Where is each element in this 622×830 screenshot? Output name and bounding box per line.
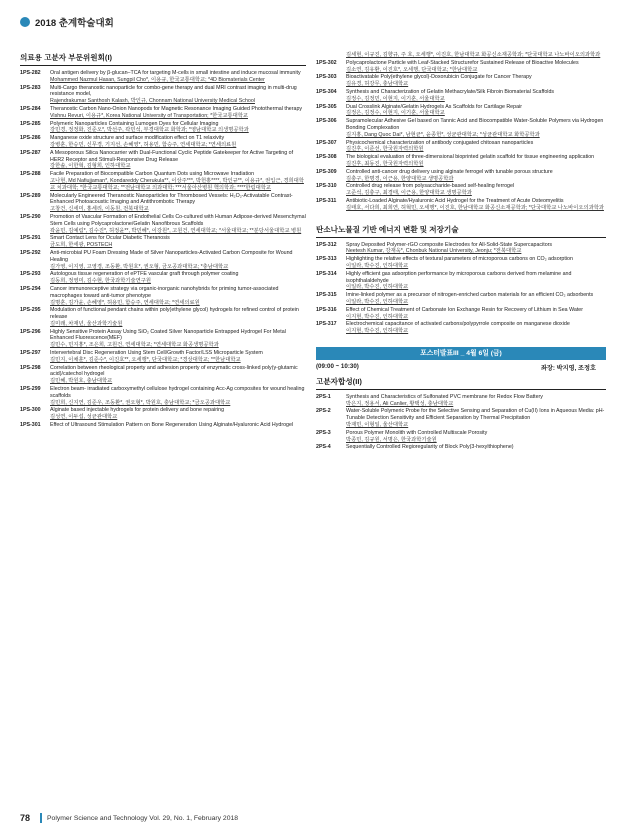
section-title-medical-polymer: 의료용 고분자 부문위원회(I) bbox=[20, 52, 306, 66]
entry-code: 1PS-288 bbox=[20, 171, 41, 178]
entry-title: Polycaprolactone Particle with Leaf-Stacked Structurefor Sustained Release of Bioactive Molecules bbox=[346, 59, 579, 66]
entry-title: Intervertebral Disc Regeneration Using Stem Cell/Growth Factor/LSS Microparticle System bbox=[50, 350, 263, 357]
entry-code: 1PS-297 bbox=[20, 350, 41, 357]
entry-authors: 김소연, 김유환, 이진호*, 오세행, 단국대학교; *한남대학교 bbox=[346, 66, 478, 73]
entry-authors: Rajendrakumar Santhosh Kalash, 박인규, Chonnam National University Medical School bbox=[50, 98, 255, 105]
entry-title: Multi-Cargo theranostic nanoparticle for combo-gene therapy and dual MRI contrast imaging in multi-drug resistance model, bbox=[50, 84, 297, 98]
entry-title: Spray Deposited Polymer-rGO composite Electrodes for All-Solid-State Supercapacitors bbox=[346, 241, 553, 248]
section-title-carbon-nano: 탄소나노물질 기반 에너지 변환 및 저장기술 bbox=[316, 224, 606, 238]
entry-code: 1PS-293 bbox=[20, 271, 41, 278]
entry-title: Dual Crosslink Alginate/Gelatin Hydrogels As Scaffolds for Cartilage Repair bbox=[346, 103, 522, 110]
entry-title: Porous Polymer Monolith with Controlled Multiscale Porosity bbox=[346, 429, 488, 436]
conference-title: 2018 춘계학술대회 bbox=[35, 18, 114, 29]
footer-divider bbox=[40, 813, 42, 823]
entry-code: 1PS-285 bbox=[20, 120, 41, 127]
abstract-entry bbox=[316, 321, 606, 335]
page-number: 78 bbox=[20, 813, 31, 823]
entry-title: Theranostic Carbon Nano-Onion Nanopods for Magnetic Resonance Imaging Guided Photothermal therapy bbox=[50, 105, 303, 112]
entry-code: 1PS-283 bbox=[20, 84, 41, 91]
entry-code: 2PS-2 bbox=[316, 408, 331, 415]
entry-title: Polymeric Nanoparticles Containing Lumogen Dyes for Cellular Imaging bbox=[50, 120, 219, 127]
abstract-entry bbox=[316, 74, 606, 88]
abstract-entry bbox=[316, 256, 606, 270]
header-bullet-icon bbox=[20, 17, 30, 27]
left-entry-list bbox=[20, 70, 306, 429]
entry-authors: 이일라, 박수진, 인하대학교 bbox=[346, 298, 409, 305]
entry-code: 1PS-298 bbox=[20, 364, 41, 371]
abstract-entry bbox=[20, 135, 306, 149]
entry-code: 1PS-294 bbox=[20, 285, 41, 292]
abstract-entry bbox=[316, 60, 606, 74]
abstract-entry bbox=[20, 121, 306, 135]
entry-title: Effect of Ultrasound Stimulation Pattern on Bone Regeneration Using Alginate/Hyaluronic Acid Hydrogel bbox=[50, 422, 294, 429]
entry-title: Cancer immunoreceptive strategy via organic-inorganic nanohybrids for priming tumor-associated macrophages toward anti-tumor phenotype bbox=[50, 285, 279, 299]
abstract-entry bbox=[316, 444, 606, 451]
entry-title: Controlled anti-cancer drug delivery using alginate ferrogel with tunable porous structure bbox=[346, 168, 553, 175]
entry-authors: Mohammed Nazmul Hasan, Sungpil Cho*, 이용규, 한국교통대학교; *4D Biomaterials Center bbox=[50, 76, 265, 83]
entry-authors: 박은지, 정용서, Ali Canlier, 황택성, 충남대학교 bbox=[346, 400, 454, 407]
entry-title: Bioactivatable Poly(ethylene glycol)-Doxorubicin Conjugate for Cancer Therapy bbox=[346, 74, 532, 81]
continued-authors: 김세현, 이규진, 김향규, 주 호, 오세행*, 이진호, 한남대학교 화공신소재공학과; *단국대학교 나노바이오의과학과 bbox=[346, 52, 601, 58]
entry-title: Promotion of Vascular Formation of Endothelial Cells Co-cultured with Human Adipose-derived Mesenchymal Stem Cells using Polycaprolactone/Gelatin Nanofibrous Scaffolds bbox=[50, 213, 306, 227]
entry-title: Alginate based injectable hydrogels for protein delivery and bone repairing bbox=[50, 407, 225, 414]
session-chairs: 좌장: 박지영, 조정호 bbox=[540, 364, 596, 372]
entry-authors: 강한솔, 이한혁, 김형희, 인하대학교 bbox=[50, 163, 131, 170]
entry-authors: 김진후, 이준선, 한국원자력의학원 bbox=[346, 146, 424, 153]
abstract-entry bbox=[316, 307, 606, 321]
abstract-entry bbox=[316, 408, 606, 428]
abstract-entry bbox=[316, 140, 606, 154]
entry-code: 1PS-317 bbox=[316, 321, 337, 328]
entry-code: 2PS-3 bbox=[316, 429, 331, 436]
entry-code: 1PS-295 bbox=[20, 307, 41, 314]
entry-code: 1PS-306 bbox=[316, 118, 337, 125]
entry-code: 1PS-282 bbox=[20, 70, 41, 76]
abstract-entry bbox=[20, 250, 306, 270]
entry-code: 1PS-311 bbox=[316, 197, 337, 204]
entry-authors: 강민경, 정정화, 진준오*, 박선주, 곽민석, 부경대학교 화학과; *영남대학교 의생명공학과 bbox=[50, 127, 249, 134]
entry-title: Modulation of functional pendant chains within poly(ethylene glycol) hydrogels for refined control of protein release bbox=[50, 307, 299, 321]
entry-code: 1PS-308 bbox=[316, 154, 337, 161]
entry-authors: 김민희, 신지연, 김준우, 조동환*, 권오형*, 박원호, 충남대학교; *금오공과대학교 bbox=[50, 399, 231, 406]
entry-title: Electron beam- irradiated carboxymethyl cellulose hydrogel containing Acc-Ag composites for wound healing scaffolds bbox=[50, 386, 305, 399]
entry-authors: 김진후, 최동진, 한국원자력의학원 bbox=[346, 160, 424, 167]
entry-code: 1PS-310 bbox=[316, 183, 337, 190]
entry-code: 1PS-316 bbox=[316, 306, 337, 313]
entry-code: 1PS-292 bbox=[20, 249, 41, 256]
entry-code: 1PS-291 bbox=[20, 235, 41, 242]
abstract-entry bbox=[316, 154, 606, 168]
entry-code: 1PS-313 bbox=[316, 256, 337, 263]
abstract-entry bbox=[316, 169, 606, 183]
entry-title: The biological evaluation of three-dimensional bioprinted gelatin scaffold for tissue engineering application bbox=[346, 154, 595, 161]
entry-authors: 김명훈, 김가윤, 손혜영*, 허용민, 함승주, 연세대학교; *연세의료원 bbox=[50, 299, 200, 306]
poster-session-banner: 포스터발표III _ 4월 6일 (금) bbox=[316, 347, 606, 360]
entry-title: Oral antigen delivery by β-glucan–TCA for targeting M-cells in small intestine and induce mucosal immunity bbox=[50, 70, 301, 76]
entry-title: Facile Preparation of Biocompatible Carbon Quantum Dots using Microwave Irradiation bbox=[50, 171, 255, 178]
entry-authors: 김지홍, Dang Quoc Dai*, 남현균*, 윤종헌*, 성균관대학교; *성균관대학교 화학공학과 bbox=[346, 131, 540, 138]
abstract-entry bbox=[20, 286, 306, 306]
entry-title: Controlled drug release from polysaccharide-based self-healing ferrogel bbox=[346, 183, 515, 190]
abstract-entry bbox=[316, 242, 606, 256]
abstract-entry bbox=[20, 422, 306, 429]
abstract-entry bbox=[20, 193, 306, 213]
entry-authors: 김정은, 김정수, 이현지, 이기훈, 서울대학교 bbox=[346, 110, 445, 117]
entry-code: 1PS-312 bbox=[316, 241, 337, 248]
abstract-entry bbox=[20, 235, 306, 249]
entry-code: 1PS-303 bbox=[316, 74, 337, 81]
abstract-entry bbox=[20, 307, 306, 327]
entry-title: Correlation between rheological property and adhesion property of enzymatic cross-linked poly(γ-glutamic acid)/catechol hydrogel bbox=[50, 364, 298, 378]
entry-code: 1PS-287 bbox=[20, 149, 41, 156]
entry-authors: Vishnu Revuri, 이용규*, Korea National University of Transportation; *한국교통대학교 bbox=[50, 112, 248, 119]
entry-title: Highlighting the relative effects of textural parameters of microporous carbons on CO₂ adsorption bbox=[346, 256, 573, 263]
entry-authors: 이지현, 박수진, 인하대학교 bbox=[346, 313, 409, 320]
abstract-entry bbox=[20, 85, 306, 105]
right-column bbox=[316, 52, 606, 452]
left-column bbox=[20, 52, 306, 430]
entry-code: 1PS-309 bbox=[316, 168, 337, 175]
entry-title: A Mesoporous Silica Nanocarrier with Dual-Functional Cyclic Peptide Gatekeeper for Active Targeting of HER2 Receptor and Stimuli-Responsive Drug Release bbox=[50, 149, 294, 163]
entry-authors: 고나현, Md Nafiujjaman*, Kondareddy Cherukula**, 이상주***, 박헌홍****, 박인규**, 이용규*, 권입근, 경희대학교 치과대학; *한국교통대학교; **전남대학교 의과대학; ***서울아산병원 핵의학과; ****한림대학교 bbox=[50, 177, 304, 191]
entry-authors: 박종민, 김규원, 서명은, 한국과학기술원 bbox=[346, 436, 437, 443]
entry-authors: 고준석, 김충구, 최경태, 이근용, 한양대학교 생명공학과 bbox=[346, 190, 472, 197]
abstract-entry bbox=[20, 171, 306, 191]
entry-code: 1PS-315 bbox=[316, 292, 337, 299]
entry-authors: 박재민, 이형일, 울산대학교 bbox=[346, 422, 409, 429]
entry-code: 1PS-296 bbox=[20, 328, 41, 335]
entry-title: Synthesis and Characterization of Gelatin Methacrylate/Silk Fibroin Biomaterial Scaffolds bbox=[346, 88, 555, 95]
abstract-entry bbox=[316, 198, 606, 212]
entry-title: Effect of Chemical Treatment of Carbonate Ion Exchange Resin for Recovery of Lithium in Sea Water bbox=[346, 306, 584, 313]
entry-code: 2PS-1 bbox=[316, 393, 331, 400]
entry-title: Imine-linked polymer as a precursor of nitrogen-enriched carbon materials for an efficient CO₂ adsorbents bbox=[346, 292, 594, 299]
abstract-entry bbox=[20, 106, 306, 120]
abstract-entry bbox=[316, 118, 606, 138]
entry-authors: 김태호, 서다희, 최희연, 허혁민, 오세행*, 이진호, 한남대학교 화공신소재공학과; *단국대학교 나노바이오의과학과 bbox=[346, 204, 604, 211]
entry-code: 1PS-314 bbox=[316, 270, 337, 277]
entry-authors: 이지현, 박수진, 인하대학교 bbox=[346, 328, 409, 335]
entry-title: Physicochemical characterization of antibody conjugated chitosan nanoparticles bbox=[346, 139, 534, 146]
entry-code: 1PS-284 bbox=[20, 105, 41, 112]
entry-authors: 김가영, 이지영, 고영경, 조동환, 박원호*, 권오형, 금오공과대학교; *충남대학교 bbox=[50, 263, 229, 270]
entry-title: Manganese oxide structure and surface modification effect on T1 relaxivity bbox=[50, 135, 225, 142]
page-footer bbox=[0, 812, 622, 824]
abstract-entry bbox=[316, 271, 606, 291]
entry-authors: 김정수, 김정민, 이현지, 이기훈, 서울대학교 bbox=[346, 95, 445, 102]
abstract-entry bbox=[316, 430, 606, 444]
abstract-entry bbox=[316, 292, 606, 306]
entry-code: 1PS-289 bbox=[20, 192, 41, 199]
right-entry-list-2 bbox=[316, 242, 606, 335]
entry-authors: 김동희, 정영미, 김수현, 한국과학기술연구원 bbox=[50, 278, 151, 285]
abstract-entry bbox=[20, 214, 306, 234]
entry-code: 1PS-307 bbox=[316, 139, 337, 146]
abstract-entry bbox=[316, 183, 606, 197]
entry-authors: 김민수, 민지홍*, 조은희, 고원건, 연세대학교; *연세대학교 화공생명공학과 bbox=[50, 342, 219, 349]
abstract-entry bbox=[20, 150, 306, 170]
abstract-entry bbox=[20, 350, 306, 364]
entry-code: 1PS-305 bbox=[316, 103, 337, 110]
entry-title: Water-Soluble Polymeric Probe for the Selective Sensing and Separation of Cu(II) Ions in Aqueous Media: pH-Tunable Detection Sensitivity and Efficient Separation by Thermal Precipitation bbox=[346, 408, 605, 422]
abstract-entry bbox=[316, 89, 606, 103]
entry-title: Synthesis and Characteristics of Sulfonated PVC membrane for Redox Flow Battery bbox=[346, 393, 543, 400]
abstract-entry bbox=[20, 407, 306, 421]
entry-title: Anti-microbial PU Foam Dressing Made of Silver Nanoparticles-Activated Carbon Composite for Wound Healing bbox=[50, 249, 293, 263]
entry-code: 2PS-4 bbox=[316, 444, 331, 451]
entry-code: 1PS-286 bbox=[20, 135, 41, 142]
entry-code: 1PS-301 bbox=[20, 422, 41, 429]
entry-title: Autologous tissue regeneration of ePTFE vascular graft through polymer coating bbox=[50, 271, 239, 278]
entry-authors: 김성연, 이두섭, 성균관대학교 bbox=[50, 414, 118, 421]
entry-code: 1PS-302 bbox=[316, 59, 337, 66]
entry-authors: 김민지, 이채훈*, 김준수*, 이진호**, 오세행*, 단국대학교; *경상대학교; **한남대학교 bbox=[50, 356, 241, 363]
abstract-entry bbox=[20, 329, 306, 349]
right-entry-list-3 bbox=[316, 394, 606, 451]
entry-authors: 이일라, 박수진, 인하대학교 bbox=[346, 284, 409, 291]
continued-entry bbox=[316, 52, 606, 59]
entry-code: 1PS-300 bbox=[20, 407, 41, 414]
entry-title: Highly Sensitive Protein Assay Using SiO₂ Coated Silver Nanoparticle Entrapped Hydrogel For Metal Enhanced Fluorescence(MEF) bbox=[50, 328, 286, 342]
abstract-entry bbox=[20, 271, 306, 285]
entry-authors: 곽윤민, 김예림*, 김수진*, 허정윤**, 박민혜*, 이강원*, 고원건, 연세대학교; *서울대학교; **분당서울대학교 병원 bbox=[50, 227, 302, 234]
abstract-entry bbox=[20, 70, 306, 84]
entry-title: Electrochemical capacitance of activated carbons/polypyrrole composite on manganese dioxide bbox=[346, 321, 570, 328]
abstract-entry bbox=[316, 394, 606, 408]
session-time: (09:00 ~ 10:30) bbox=[316, 362, 359, 370]
right-entry-list bbox=[316, 60, 606, 212]
entry-title: Highly efficient gas adsorption performance by microporous carbons derived from melamine and isophthalaldehyde bbox=[346, 270, 572, 284]
page-header bbox=[20, 13, 114, 31]
entry-title: Smart Contact Lens for Ocular Diabetic Theranosis bbox=[50, 235, 170, 242]
abstract-entry bbox=[316, 104, 606, 118]
entry-title: Molecularly Engineered Theranostic Nanoparticles for Thrombosed Vessels: H₂O₂-Activatable Contrast-Enhanced Photoacoustic Imaging and Antithrombotic Therapy bbox=[50, 192, 293, 206]
entry-title: Sequentially Controlled Regioregularity of Block Poly(3-hexylthiophene) bbox=[346, 444, 514, 451]
entry-code: 1PS-299 bbox=[20, 386, 41, 393]
abstract-entry bbox=[20, 365, 306, 385]
entry-authors: 이일라, 박수진, 인하대학교 bbox=[346, 262, 409, 269]
session-info bbox=[316, 363, 606, 372]
section-title-polymer-synthesis: 고분자합성(II) bbox=[316, 376, 606, 390]
entry-authors: 고창건, 신세미, 홍세리, 이동원, 전북대학교 bbox=[50, 206, 149, 213]
entry-title: Supramolecular Adhesive Gel based on Tannic Acid and Biocompatible Water-Soluble Polymers via Hydrogen Bonding Complexation bbox=[346, 118, 604, 131]
entry-authors: 강병훈, 한승민, 신무경, 기지선, 손혜영*, 허용민, 함승주, 연세대학교; *연세의료원 bbox=[50, 141, 237, 148]
entry-authors: 김미래, 차재년, 울산과학기술원 bbox=[50, 320, 123, 327]
entry-authors: 김충구, 한명경, 이근용, 한양대학교 생명공학과 bbox=[346, 175, 454, 182]
entry-authors: 김유경, 허강무, 충남대학교 bbox=[346, 81, 409, 88]
entry-code: 1PS-290 bbox=[20, 213, 41, 220]
entry-authors: Neetesh Kumar, 강재욱*, Chonbuk National University, Jeonju; *전북대학교 bbox=[346, 248, 522, 255]
journal-citation: Polymer Science and Technology Vol. 29, No. 1, February 2018 bbox=[47, 814, 239, 822]
abstract-entry bbox=[20, 386, 306, 406]
entry-code: 1PS-304 bbox=[316, 88, 337, 95]
entry-title: Antibiotic-Loaded Alginate/Hyaluronic Acid Hydrogel for the Treatment of Acute Osteomyelitis bbox=[346, 197, 564, 204]
entry-authors: 금도희, 한세광, POSTECH bbox=[50, 242, 113, 249]
entry-authors: 김민혜, 박원호, 충남대학교 bbox=[50, 378, 113, 385]
